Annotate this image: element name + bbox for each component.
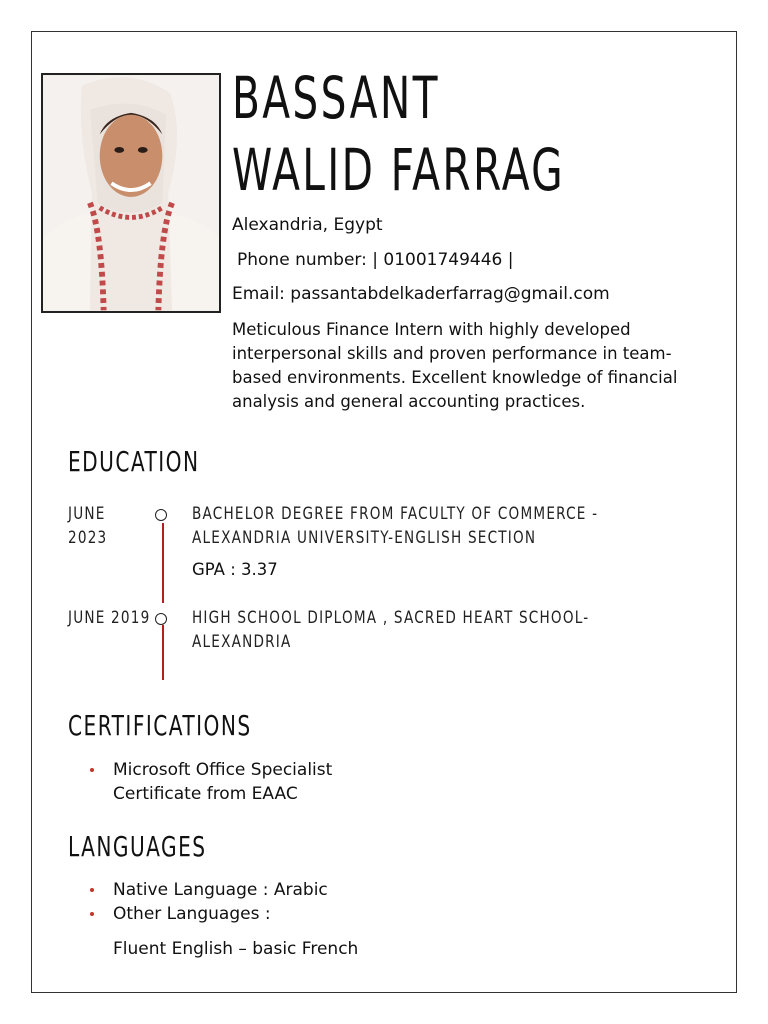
timeline-connector	[162, 625, 164, 680]
timeline-dot	[155, 613, 167, 625]
education-gpa: GPA : 3.37	[192, 560, 278, 579]
list-item: Other Languages :	[88, 902, 388, 926]
education-title: HIGH SCHOOL DIPLOMA , SACRED HEART SCHOOL-ALEXANDRIA	[192, 608, 590, 652]
education-date: JUNE 2023	[68, 504, 108, 548]
languages-detail: Fluent English – basic French	[113, 939, 359, 959]
bullet-icon	[90, 912, 94, 916]
bullet-icon	[90, 768, 94, 772]
timeline-dot	[155, 509, 167, 521]
location-text: Alexandria, Egypt	[232, 215, 383, 235]
profile-photo	[41, 73, 221, 313]
education-title: BACHELOR DEGREE FROM FACULTY OF COMMERCE - ALEXANDRIA UNIVERSITY-ENGLISH SECTION	[192, 504, 599, 548]
email-text: Email: passantabdelkaderfarrag@gmail.com	[232, 284, 610, 304]
list-item: Native Language : Arabic	[88, 878, 388, 902]
profile-summary: Meticulous Finance Intern with highly developed interpersonal skills and proven performance in team-based environments. Excellent knowledge of financial analysis and general accounting practices.	[232, 320, 678, 411]
timeline-connector	[162, 523, 164, 603]
education-date: JUNE 2019	[68, 608, 151, 628]
candidate-name: BASSANT WALID FARRAG	[232, 64, 566, 204]
list-item: Microsoft Office Specialist Certificate from EAAC	[88, 758, 348, 806]
certifications-heading: CERTIFICATIONS	[68, 709, 252, 742]
education-heading: EDUCATION	[68, 445, 200, 478]
languages-list	[88, 878, 388, 926]
bullet-icon	[90, 888, 94, 892]
phone-text: Phone number: | 01001749446 |	[237, 250, 514, 270]
languages-heading: LANGUAGES	[68, 830, 207, 863]
certifications-list	[88, 758, 348, 806]
